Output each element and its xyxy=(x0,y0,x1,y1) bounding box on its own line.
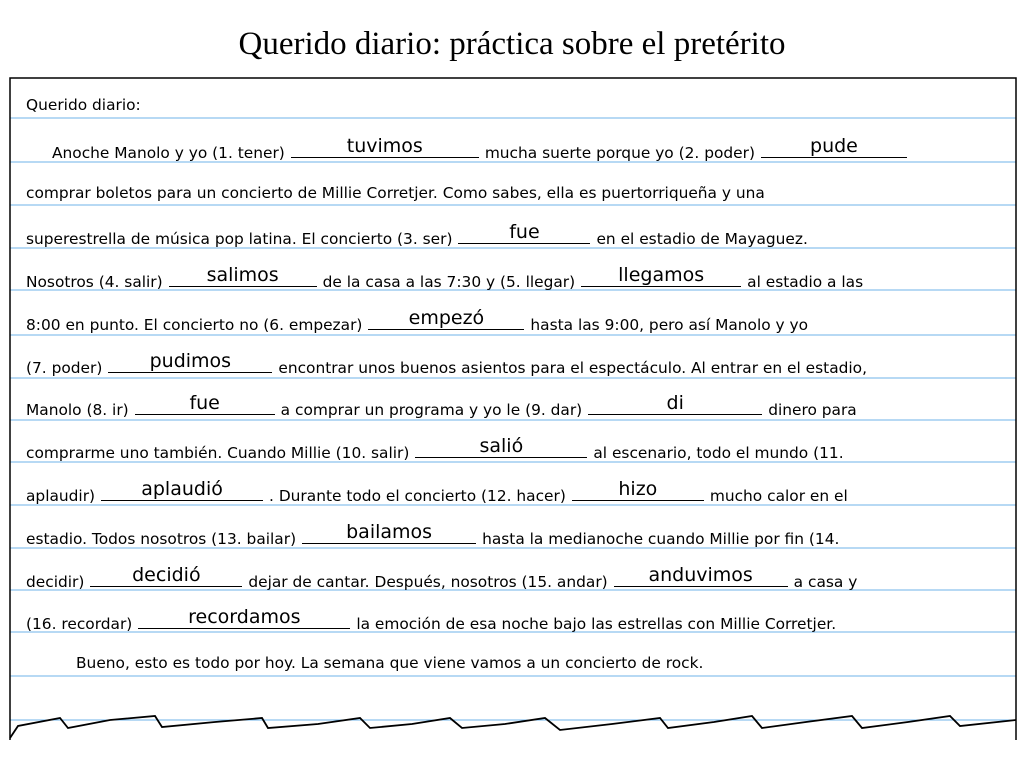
handwritten-answer: anduvimos xyxy=(648,564,753,586)
line-text: comprarme uno también. Cuando Millie (10. salir) xyxy=(26,444,410,462)
handwritten-answer: salimos xyxy=(206,264,279,286)
answer-blank xyxy=(415,435,587,458)
answer-blank xyxy=(169,264,317,287)
diary-line xyxy=(26,350,867,377)
diary-line xyxy=(26,606,837,633)
diary-line xyxy=(26,184,765,202)
answer-blank xyxy=(101,478,263,501)
answer-blank xyxy=(108,350,272,373)
line-text: a comprar un programa y yo le (9. dar) xyxy=(280,401,583,419)
handwritten-answer: tuvimos xyxy=(346,135,423,157)
line-text: en el estadio de Mayaguez. xyxy=(596,230,808,248)
page-title: Querido diario: práctica sobre el pretérito xyxy=(238,26,786,62)
diary-line xyxy=(26,392,857,419)
line-text: (7. poder) xyxy=(26,359,103,377)
line-text: Manolo (8. ir) xyxy=(26,401,129,419)
diary-line xyxy=(26,435,844,462)
answer-blank xyxy=(581,264,741,287)
line-text: encontrar unos buenos asientos para el espectáculo. Al entrar en el estadio, xyxy=(278,359,867,377)
answer-blank xyxy=(90,564,242,587)
line-text: dinero para xyxy=(768,401,857,419)
handwritten-answer: llegamos xyxy=(618,264,705,286)
diary-line xyxy=(26,521,840,548)
greeting: Querido diario: xyxy=(26,96,141,114)
answer-blank xyxy=(572,478,704,501)
handwritten-answer: fue xyxy=(189,392,220,414)
answer-blank xyxy=(458,221,590,244)
line-text: hasta la medianoche cuando Millie por fin (14. xyxy=(482,530,840,548)
diary-line xyxy=(26,478,848,505)
line-text: la emoción de esa noche bajo las estrellas con Millie Corretjer. xyxy=(356,615,837,633)
diary-line xyxy=(26,264,864,291)
line-text: de la casa a las 7:30 y (5. llegar) xyxy=(322,273,576,291)
line-text: decidir) xyxy=(26,573,85,591)
torn-edge xyxy=(10,716,1016,738)
diary-line xyxy=(26,307,809,334)
handwritten-answer: pude xyxy=(810,135,858,157)
line-text: Anoche Manolo y yo (1. tener) xyxy=(52,144,285,162)
handwritten-answer: empezó xyxy=(408,307,485,329)
line-text: mucho calor en el xyxy=(709,487,848,505)
line-text: al estadio a las xyxy=(747,273,864,291)
line-text: . Durante todo el concierto (12. hacer) xyxy=(269,487,566,505)
line-text: mucha suerte porque yo (2. poder) xyxy=(484,144,755,162)
line-text: (16. recordar) xyxy=(26,615,133,633)
handwritten-answer: fue xyxy=(509,221,540,243)
closing-line: Bueno, esto es todo por hoy. La semana que viene vamos a un concierto de rock. xyxy=(76,654,704,672)
answer-blank xyxy=(588,392,762,415)
handwritten-answer: aplaudió xyxy=(141,478,223,500)
line-text: aplaudir) xyxy=(26,487,96,505)
answer-blank xyxy=(761,135,907,158)
handwritten-answer: di xyxy=(666,392,684,414)
handwritten-answer: bailamos xyxy=(346,521,433,543)
line-text: dejar de cantar. Después, nosotros (15. andar) xyxy=(248,573,608,591)
line-text: a casa y xyxy=(793,573,858,591)
answer-blank xyxy=(302,521,476,544)
answer-blank xyxy=(138,606,350,629)
line-text: 8:00 en punto. El concierto no (6. empezar) xyxy=(26,316,363,334)
answer-blank xyxy=(135,392,275,415)
line-text: comprar boletos para un concierto de Millie Corretjer. Como sabes, ella es puertorriqueña y una xyxy=(26,184,765,202)
answer-blank xyxy=(368,307,524,330)
line-text: al escenario, todo el mundo (11. xyxy=(593,444,844,462)
diary-line xyxy=(26,221,808,248)
line-text: hasta las 9:00, pero así Manolo y yo xyxy=(530,316,809,334)
line-text: estadio. Todos nosotros (13. bailar) xyxy=(26,530,297,548)
handwritten-answer: recordamos xyxy=(188,606,301,628)
answer-blank xyxy=(614,564,788,587)
line-text: Nosotros (4. salir) xyxy=(26,273,163,291)
handwritten-answer: hizo xyxy=(618,478,658,500)
diary-line xyxy=(26,564,858,591)
line-text: superestrella de música pop latina. El concierto (3. ser) xyxy=(26,230,453,248)
handwritten-answer: pudimos xyxy=(149,350,232,372)
answer-blank xyxy=(291,135,479,158)
handwritten-answer: salió xyxy=(479,435,524,457)
diary-line xyxy=(52,135,913,162)
handwritten-answer: decidió xyxy=(132,564,201,586)
